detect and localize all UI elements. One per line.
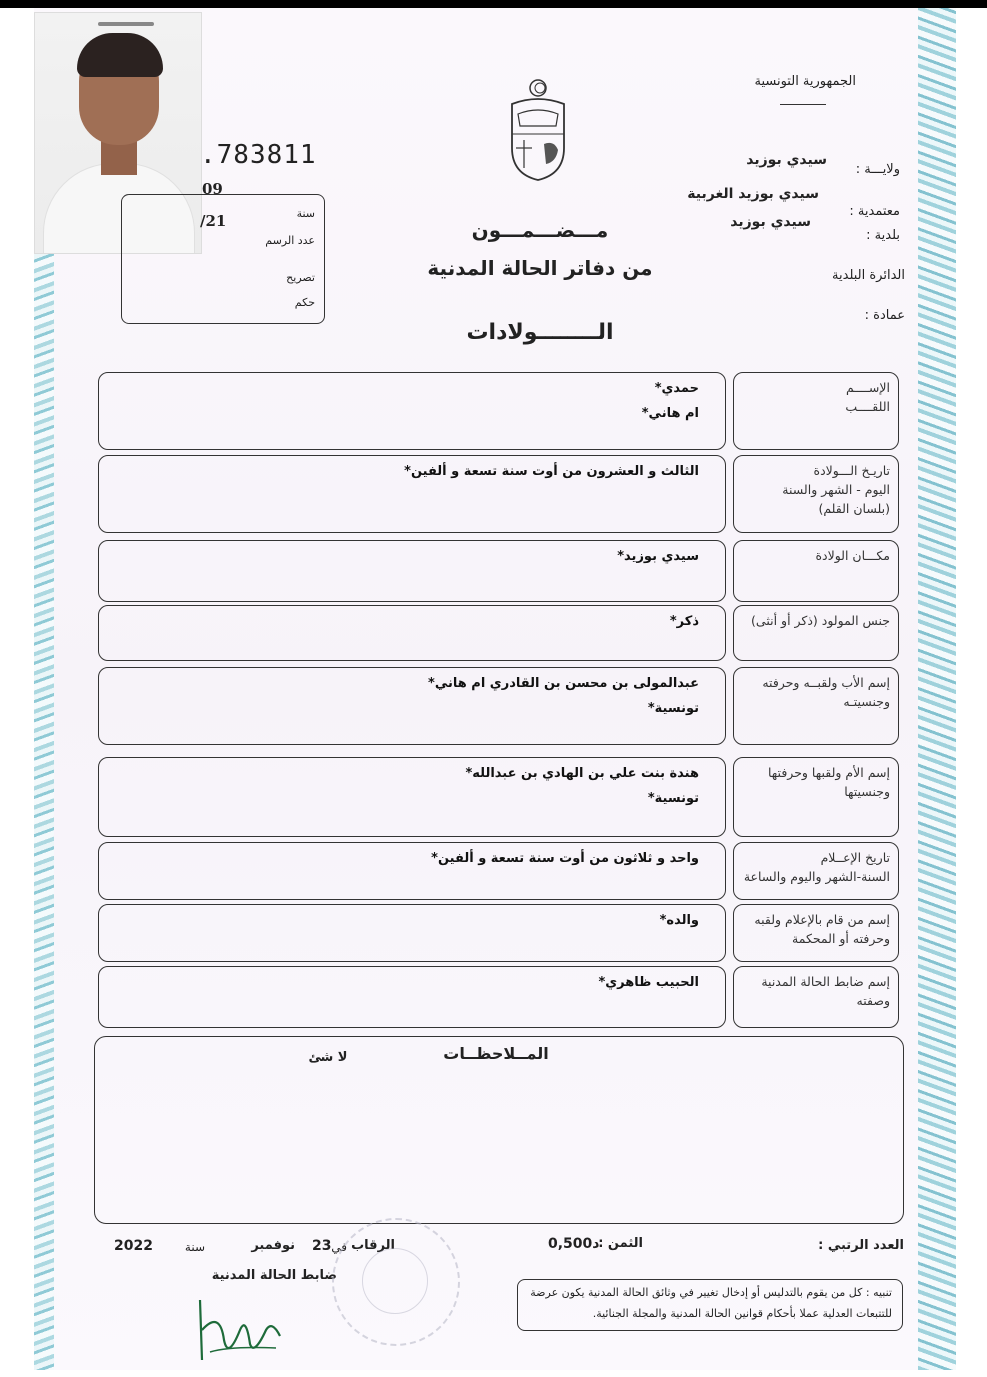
field-label-text: إسم الأب ولقبــه وحرفته bbox=[762, 675, 890, 690]
field-label-box bbox=[733, 540, 899, 602]
field-label-box bbox=[733, 667, 899, 745]
motamadia-value: سيدي بوزيد الغربية bbox=[687, 186, 819, 202]
field-value-text: الثالث و العشرون من أوت سنة تسعة و ألفين* bbox=[404, 464, 699, 479]
field-label-text: إسم ضابط الحالة المدنية bbox=[761, 974, 890, 989]
daira-label: الدائرة البلدية bbox=[832, 268, 905, 283]
omada-label: عمادة : bbox=[864, 308, 905, 323]
field-value-box bbox=[98, 667, 726, 745]
field-label-text: إسم من قام بالإعلام ولقبه bbox=[754, 912, 890, 927]
issue-sana: سنة bbox=[184, 1240, 205, 1254]
staple-mark bbox=[98, 22, 154, 26]
title-madmoun: مـــضـــمـــون bbox=[471, 218, 609, 242]
reference-act-partial: /21 bbox=[200, 212, 227, 230]
officer-label: ضابط الحالة المدنية bbox=[211, 1268, 337, 1283]
field-label-text: جنس المولود (ذكر أو أنثى) bbox=[751, 613, 890, 628]
issue-month: نوفمبر bbox=[251, 1238, 295, 1253]
field-value-text: سيدي بوزيد* bbox=[617, 549, 699, 564]
issue-year: 2022 bbox=[114, 1238, 153, 1254]
field-value-text: ام هاني* bbox=[641, 405, 699, 421]
field-value-text: هندة بنت علي بن الهادي بن عبدالله* bbox=[465, 766, 699, 781]
field-label-text: وحرفته أو المحكمة bbox=[792, 930, 890, 946]
field-value-box bbox=[98, 966, 726, 1028]
field-value-box bbox=[98, 842, 726, 900]
serial-label: العدد الرتبي : bbox=[818, 1238, 904, 1253]
baladia-value: سيدي بوزيد bbox=[730, 214, 811, 230]
republic-label: الجمهورية التونسية bbox=[754, 74, 856, 89]
notes-box bbox=[94, 1036, 904, 1224]
field-value-text: حمدي* bbox=[654, 381, 699, 396]
field-value-text: الحبيب ظاهري* bbox=[598, 975, 699, 990]
label-sana: سنة bbox=[296, 207, 315, 220]
right-security-border bbox=[918, 8, 956, 1370]
field-label-text: مكـــان الولادة bbox=[815, 548, 890, 563]
wilaya-value: سيدي بوزيد bbox=[746, 152, 827, 168]
field-label-text: اليوم - الشهر والسنة bbox=[782, 481, 890, 497]
official-stamp-inner bbox=[362, 1248, 428, 1314]
field-label-text: اللقــــب bbox=[845, 398, 890, 414]
field-label-box bbox=[733, 757, 899, 837]
field-label-text: إسم الأم ولقبها وحرفتها bbox=[767, 765, 890, 780]
field-value-text: عبدالمولى بن محسن بن القادري ام هاني* bbox=[428, 676, 699, 691]
left-security-border bbox=[34, 250, 54, 1370]
field-value-box bbox=[98, 757, 726, 837]
price-value: 0,500د bbox=[548, 1236, 600, 1252]
label-adad-rasm: عدد الرسم bbox=[265, 234, 315, 247]
notes-value: لا شئ bbox=[308, 1050, 348, 1065]
issue-day: 23 bbox=[312, 1238, 332, 1254]
reference-year-partial: 09 bbox=[202, 180, 223, 198]
field-label-box bbox=[733, 904, 899, 962]
field-value-text: تونسية* bbox=[647, 790, 699, 806]
warning-box bbox=[517, 1279, 903, 1331]
label-hokm: حكم bbox=[294, 296, 315, 309]
price-label: الثمن : bbox=[598, 1236, 643, 1251]
notes-label: المــلاحظــات bbox=[443, 1044, 549, 1063]
issue-place: الرقاب bbox=[351, 1238, 395, 1253]
label-tasrih: تصريح bbox=[286, 271, 315, 284]
reference-number: .783811 bbox=[200, 140, 317, 170]
field-value-text: والده* bbox=[659, 913, 699, 928]
warning-line-1: تنبيه : كل من يقوم بالتدليس أو إدخال تغيير في وثائق الحالة المدنية يكون عرضة bbox=[530, 1286, 892, 1299]
field-value-box bbox=[98, 455, 726, 533]
field-value-box bbox=[98, 605, 726, 661]
issue-fi: في bbox=[331, 1240, 347, 1254]
baladia-label: بلدية : bbox=[866, 228, 900, 243]
field-label-text: وصفته bbox=[856, 992, 890, 1008]
field-value-box bbox=[98, 540, 726, 602]
field-value-box bbox=[98, 372, 726, 450]
field-label-box bbox=[733, 842, 899, 900]
field-label-box bbox=[733, 966, 899, 1028]
wilaya-label: ولايـــة : bbox=[855, 162, 900, 177]
field-value-text: ذكر* bbox=[669, 614, 699, 629]
field-label-text: وجنسيتـه bbox=[843, 693, 890, 709]
field-value-text: واحد و ثلاثون من أوت سنة تسعة و ألفين* bbox=[431, 851, 699, 866]
field-value-text: تونسية* bbox=[647, 700, 699, 716]
republic-underline bbox=[780, 104, 826, 105]
field-label-box bbox=[733, 455, 899, 533]
title-civil-registers: من دفاتر الحالة المدنية bbox=[427, 256, 653, 280]
field-label-box bbox=[733, 372, 899, 450]
warning-line-2: للتتبعات العدلية عملا بأحكام قوانين الحالة المدنية والمجلة الجنائية. bbox=[592, 1306, 892, 1320]
top-edge bbox=[0, 0, 987, 8]
motamadia-label: معتمدية : bbox=[849, 204, 900, 219]
field-label-text: (بلسان القلم) bbox=[818, 500, 890, 516]
tunisia-coat-of-arms-icon bbox=[506, 78, 570, 182]
field-label-text: وجنسيتها bbox=[844, 783, 890, 799]
field-label-text: الإســــم bbox=[845, 380, 890, 395]
field-label-text: تاريخ الإعــلام bbox=[820, 850, 890, 865]
officer-signature bbox=[180, 1290, 290, 1370]
field-value-box bbox=[98, 904, 726, 962]
field-label-text: السنة-الشهر واليوم والساعة bbox=[743, 868, 890, 884]
title-births: الــــــــولادات bbox=[466, 320, 614, 345]
field-label-box bbox=[733, 605, 899, 661]
field-label-text: تاريـخ الـــولادة bbox=[813, 463, 890, 478]
